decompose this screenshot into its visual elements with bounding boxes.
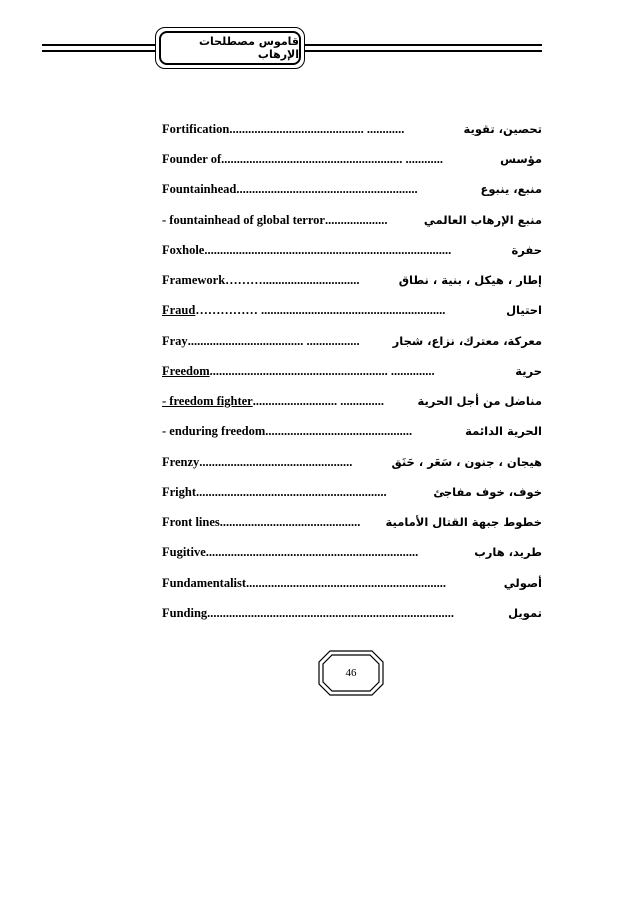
arabic-translation: خطوط جبهة القتال الأمامية — [385, 515, 542, 529]
english-term: Funding — [162, 606, 208, 620]
english-term: Fountainhead — [162, 182, 237, 196]
arabic-translation: أصولي — [503, 576, 542, 590]
leader-dots: ......................................................... .............. — [209, 364, 435, 378]
leader-dots: …………… ........................................................... — [195, 303, 446, 317]
glossary-entry — [162, 270, 542, 290]
arabic-translation: إطار ، هيكل ، بنية ، نطاق — [398, 273, 542, 287]
glossary-entry — [162, 240, 542, 260]
leader-dots: ........................... .............. — [252, 394, 384, 408]
glossary-entry — [162, 119, 542, 139]
page-number: 46 — [345, 667, 357, 679]
english-term: Freedom — [162, 364, 210, 378]
leader-dots: .................................................................... — [205, 545, 419, 559]
english-term: Fortification — [162, 122, 230, 136]
arabic-translation: منبع الإرهاب العالمي — [423, 213, 542, 227]
arabic-translation: معركة، معترك، نزاع، شجار — [392, 334, 542, 348]
arabic-translation: مؤسس — [500, 152, 542, 166]
leader-dots: ............................................... — [265, 424, 413, 438]
arabic-translation: منبع، ينبوع — [480, 182, 542, 196]
glossary-entry — [162, 210, 542, 230]
page-number-box — [318, 650, 384, 696]
leader-dots: .......................................................... — [236, 182, 418, 196]
english-term: - enduring freedom — [162, 424, 266, 438]
leader-dots: .......................................................... ............ — [221, 152, 444, 166]
leader-dots: ................................................. — [199, 455, 353, 469]
glossary-entry — [162, 300, 542, 320]
leader-dots: ................................................................ — [246, 576, 447, 590]
leader-dots: ..................................... ................. — [187, 334, 360, 348]
english-term: Front lines — [162, 515, 220, 529]
arabic-translation: تحصين، تقوية — [463, 122, 542, 136]
arabic-translation: هيجان ، جنون ، سَعَر ، حَنَق — [391, 455, 542, 469]
arabic-translation: حرية — [515, 364, 542, 378]
glossary-entry — [162, 179, 542, 199]
arabic-translation: مناضل من أجل الحرية — [417, 394, 542, 408]
arabic-translation: احتيال — [506, 303, 542, 317]
leader-dots: ............................................................. — [196, 485, 387, 499]
arabic-translation: طريد، هارب — [474, 545, 542, 559]
leader-dots: ............................................................................... — [204, 243, 452, 257]
english-term: Fraud — [162, 303, 196, 317]
glossary-entry — [162, 603, 542, 623]
glossary-entry — [162, 149, 542, 169]
glossary-entry — [162, 512, 542, 532]
glossary-entry — [162, 331, 542, 351]
english-term: Founder of — [162, 152, 222, 166]
leader-dots: ............................................................................... — [207, 606, 455, 620]
glossary-entry — [162, 391, 542, 411]
leader-dots: ........................................... ............ — [229, 122, 405, 136]
english-term: Fray — [162, 334, 188, 348]
glossary-entry — [162, 542, 542, 562]
arabic-translation: خوف، خوف مفاجئ — [433, 485, 542, 499]
leader-dots: .................... — [324, 213, 388, 227]
glossary-entry — [162, 573, 542, 593]
english-term: Frenzy — [162, 455, 200, 469]
arabic-translation: حفرة — [511, 243, 542, 257]
leader-dots: ............................................. — [219, 515, 361, 529]
arabic-translation: تمويل — [508, 606, 542, 620]
leader-dots: ………............................... — [225, 273, 360, 287]
glossary-entry — [162, 361, 542, 381]
english-term: Foxhole — [162, 243, 205, 257]
english-term: - freedom fighter — [162, 394, 253, 408]
header-box — [155, 27, 305, 69]
english-term: Framework — [162, 273, 226, 287]
english-term: Fright — [162, 485, 197, 499]
glossary-entry — [162, 421, 542, 441]
arabic-translation: الحرية الدائمة — [465, 424, 542, 438]
glossary-entry — [162, 482, 542, 502]
english-term: - fountainhead of global terror — [162, 213, 325, 227]
header-title: قاموس مصطلحات الإرهاب — [159, 31, 301, 65]
english-term: Fugitive — [162, 545, 206, 559]
glossary-entry — [162, 452, 542, 472]
english-term: Fundamentalist — [162, 576, 247, 590]
